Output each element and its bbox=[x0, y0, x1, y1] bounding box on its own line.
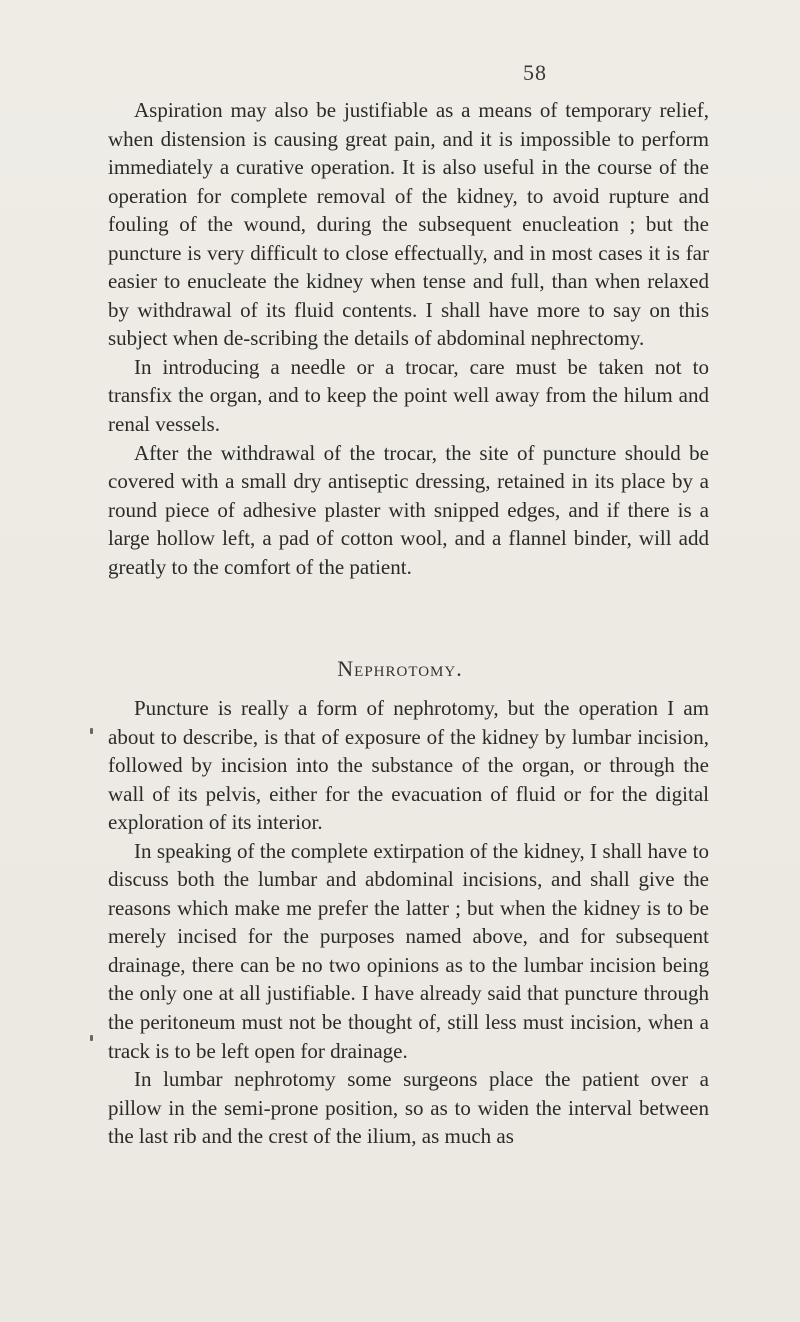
body-text-before-heading bbox=[108, 96, 709, 581]
body-text-after-heading bbox=[108, 694, 709, 1151]
margin-mark bbox=[90, 1035, 93, 1041]
paragraph: Puncture is really a form of nephrotomy, but the operation I am about to describe, is that of exposure of the kidney by lumbar incision, followed by incision into the substance of the organ, or through the wall of its pelvis, either for the evacuation of fluid or for the digital exploration of its interior. bbox=[108, 696, 709, 835]
paragraph: Aspiration may also be justifiable as a means of temporary relief, when distension is causing great pain, and it is impossible to perform immediately a curative operation. It is also useful in the course of the operation for complete removal of the kidney, to avoid rupture and fouling of the wound, during the subsequent enucleation ; but the puncture is very difficult to close effectually, and in most cases it is far easier to enucleate the kidney when tense and full, than when relaxed by withdrawal of its fluid contents. I shall have more to say on this subject when de-scribing the details of abdominal nephrectomy. bbox=[108, 98, 709, 351]
paragraph: After the withdrawal of the trocar, the site of puncture should be covered with a small dry antiseptic dressing, retained in its place by a round piece of adhesive plaster with snipped edges, and if there is a large hollow left, a pad of cotton wool, and a flannel binder, will add greatly to the comfort of the patient. bbox=[108, 440, 709, 579]
page-number: 58 bbox=[523, 60, 547, 85]
section-heading: Nephrotomy. bbox=[337, 656, 463, 681]
paragraph: In speaking of the complete extirpation of the kidney, I shall have to discuss both the lumbar and abdominal incisions, and shall give the reasons which make me prefer the latter ; but when the kidney is to be merely incised for the purposes named above, and for subsequent drainage, there can be no two opinions as to the lumbar incision being the only one at all justifiable. I have already said that puncture through the peritoneum must not be thought of, still less must incision, when a track is to be left open for drainage. bbox=[108, 838, 709, 1063]
paragraph: In lumbar nephrotomy some surgeons place the patient over a pillow in the semi-prone position, so as to widen the interval between the last rib and the crest of the ilium, as much as bbox=[108, 1067, 709, 1149]
paragraph: In introducing a needle or a trocar, care must be taken not to transfix the organ, and to keep the point well away from the hilum and renal vessels. bbox=[108, 354, 709, 437]
margin-mark bbox=[90, 728, 93, 734]
